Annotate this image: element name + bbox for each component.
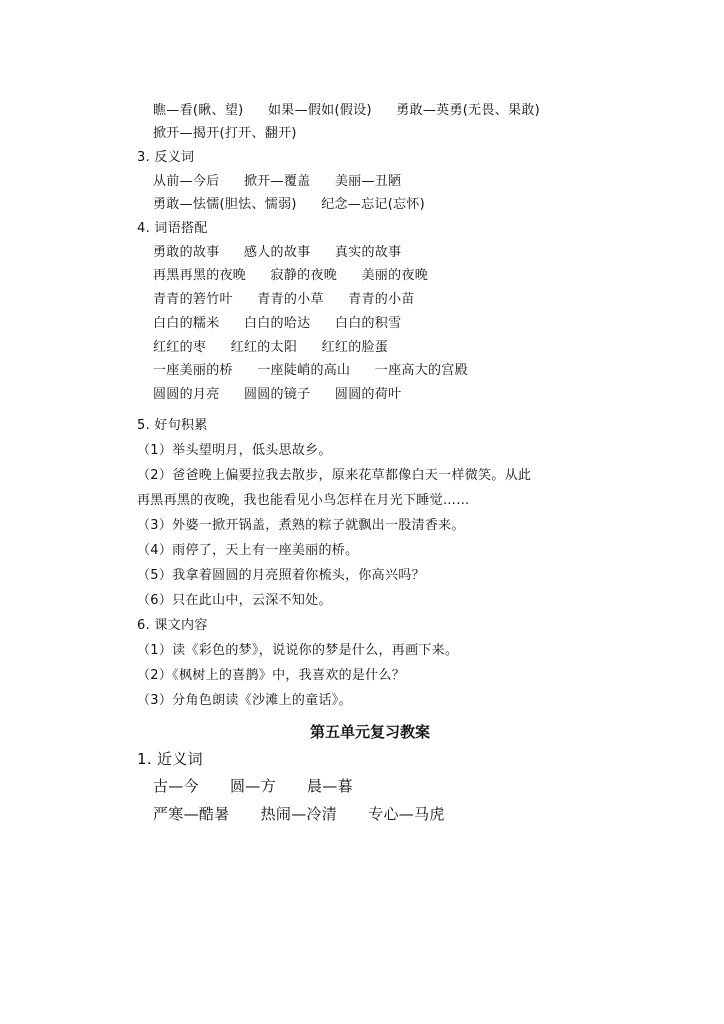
unit-title: 第五单元复习教案 xyxy=(310,723,431,741)
sentence-line: （3）外婆一掀开锅盖，煮熟的粽子就飘出一股清香来。 xyxy=(137,518,465,533)
sentence-line: （1）举头望明月，低头思故乡。 xyxy=(137,443,332,458)
word-pair: 勇敢—怯懦(胆怯、懦弱) xyxy=(153,197,297,212)
section-heading: 3. 反义词 xyxy=(137,150,195,165)
antonym-row xyxy=(153,197,425,213)
collocation: 一座美丽的桥 xyxy=(153,363,233,378)
word-pair: 如果—假如(假设) xyxy=(267,103,372,118)
collocation: 圆圆的镜子 xyxy=(243,387,311,402)
sentence-line: （4）雨停了，天上有一座美丽的桥。 xyxy=(137,543,359,558)
section-heading: 4. 词语搭配 xyxy=(137,221,208,236)
collocation-row xyxy=(153,340,388,356)
collocation-row xyxy=(153,292,415,308)
word-pair: 掀开—揭开(打开、翻开) xyxy=(153,126,297,141)
collocation: 白白的哈达 xyxy=(243,316,311,331)
word-pair: 严寒—酷暑 xyxy=(153,805,230,823)
collocation-row xyxy=(153,245,401,261)
collocation-row xyxy=(153,268,428,284)
collocation: 感人的故事 xyxy=(243,245,311,260)
collocation: 红红的脸蛋 xyxy=(321,340,389,355)
sentence-line: 再黑再黑的夜晚，我也能看见小鸟怎样在月光下睡觉…… xyxy=(137,493,470,508)
sentence-line: （2）《枫树上的喜鹊》中，我喜欢的是什么？ xyxy=(137,668,406,683)
sentence-line: （1）读《彩色的梦》，说说你的梦是什么，再画下来。 xyxy=(137,643,459,658)
collocation: 一座陡峭的高山 xyxy=(257,363,351,378)
collocation: 一座高大的宫殿 xyxy=(374,363,468,378)
word-pair: 美丽—丑陋 xyxy=(334,174,402,189)
sentence-line: （3）分角色朗读《沙滩上的童话》。 xyxy=(137,693,352,708)
collocation: 白白的糯米 xyxy=(153,316,220,331)
collocation: 再黑再黑的夜晚 xyxy=(153,268,247,283)
collocation: 红红的太阳 xyxy=(230,340,298,355)
word-pair: 热闹—冷清 xyxy=(260,805,338,823)
collocation: 青青的小草 xyxy=(257,292,324,307)
word-pair: 圆—方 xyxy=(229,777,276,795)
collocation-row xyxy=(153,363,468,379)
collocation-row xyxy=(153,316,401,332)
collocation: 勇敢的故事 xyxy=(153,245,220,260)
sentence-line: （6）只在此山中，云深不知处。 xyxy=(137,593,332,608)
word-pair: 勇敢—英勇(无畏、果敢) xyxy=(396,103,541,118)
collocation: 青青的小苗 xyxy=(348,292,415,307)
word-pair: 古—今 xyxy=(153,777,199,795)
word-pair: 专心—马虎 xyxy=(368,805,445,823)
collocation: 寂静的夜晚 xyxy=(270,268,338,283)
section-heading: 5. 好句积累 xyxy=(137,418,208,433)
collocation: 圆圆的荷叶 xyxy=(334,387,402,402)
synonym-row xyxy=(153,126,297,142)
sentence-line: （5）我拿着圆圆的月亮照着你梳头，你高兴吗？ xyxy=(137,568,425,583)
collocation-row xyxy=(153,387,401,403)
section-heading: 1. 近义词 xyxy=(137,750,203,768)
word-pair: 瞧—看(瞅、望) xyxy=(153,103,244,118)
antonym-row xyxy=(153,174,401,190)
synonym-row xyxy=(153,777,353,795)
collocation: 圆圆的月亮 xyxy=(153,387,220,402)
collocation: 真实的故事 xyxy=(334,245,402,260)
synonym-row xyxy=(153,805,445,823)
word-pair: 纪念—忘记(忘怀) xyxy=(321,197,426,212)
synonym-row xyxy=(153,103,540,119)
sentence-line: （2）爸爸晚上偏要拉我去散步，原来花草都像白天一样微笑。从此 xyxy=(137,468,532,483)
word-pair: 掀开—覆盖 xyxy=(243,174,311,189)
collocation: 青青的箬竹叶 xyxy=(153,292,233,307)
collocation: 白白的积雪 xyxy=(334,316,402,331)
word-pair: 晨—暮 xyxy=(306,777,353,795)
collocation: 红红的枣 xyxy=(153,340,207,355)
word-pair: 从前—今后 xyxy=(153,174,220,189)
section-heading: 6. 课文内容 xyxy=(137,618,208,633)
collocation: 美丽的夜晚 xyxy=(361,268,429,283)
